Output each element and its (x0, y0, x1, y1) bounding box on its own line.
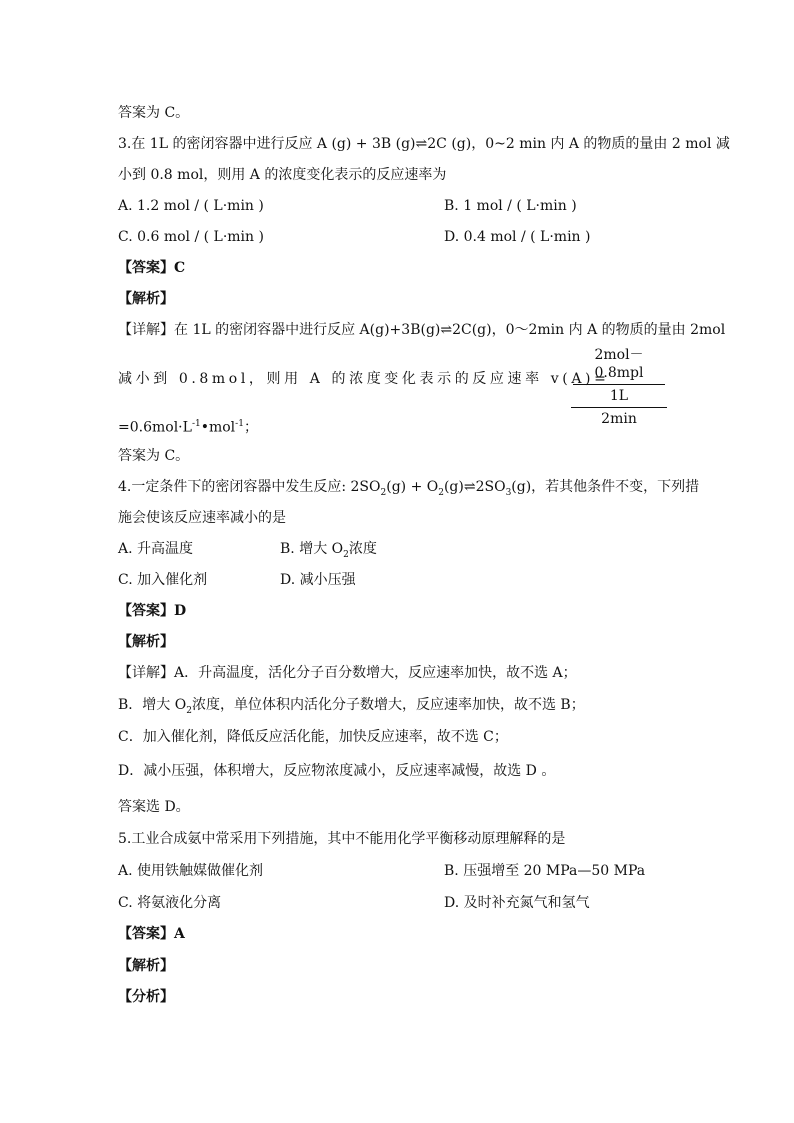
q4-conclusion: 答案选 D。 (118, 799, 190, 815)
q3-result-exp2: -1 (235, 419, 244, 429)
q4-detail-b-post: 浓度，单位体积内活化分子数增大，反应速率加快，故不选 B； (191, 697, 585, 713)
q4-option-b-post: 浓度 (348, 541, 377, 557)
q4-answer: 【答案】D (118, 603, 187, 619)
q3-conclusion: 答案为 C。 (118, 448, 190, 464)
q4-stem-mid1: (g) + O (386, 479, 439, 495)
q3-fraction-main-bar (571, 407, 667, 408)
q5-stem: 5.工业合成氨中常采用下列措施，其中不能用化学平衡移动原理解释的是 (118, 831, 566, 847)
q3-option-c: C. 0.6 mol / ( L·min ) (118, 229, 264, 245)
q3-fraction (571, 346, 667, 428)
q4-option-b (280, 539, 377, 565)
q3-fraction-inner-bar (573, 384, 665, 385)
q4-detail-a: 【详解】A．升高温度，活化分子百分数增大，反应速率加快，故不选 A； (118, 665, 577, 681)
q3-detail-line1: 【详解】在 1L 的密闭容器中进行反应 A(g)+3B(g)⇌2C(g)，0～2min 内 A 的物质的量由 2mol (118, 322, 726, 338)
q2-answer-line: 答案为 C。 (118, 105, 190, 121)
q4-analysis-heading: 【解析】 (118, 634, 174, 650)
q5-option-a: A. 使用铁触媒做催化剂 (118, 863, 264, 879)
q5-analysis-heading: 【解析】 (118, 958, 174, 974)
q4-stem-post: (g)，若其他条件不变，下列措 (511, 479, 700, 495)
q5-fenxi-heading: 【分析】 (118, 989, 174, 1005)
q4-detail-b (118, 695, 585, 721)
q4-stem-mid2: (g)⇌2SO (443, 479, 506, 495)
q4-detail-b-sub: 2 (186, 705, 192, 716)
q3-result-mid: •mol (200, 419, 236, 436)
q3-stem-line2: 小到 0.8 mol，则用 A 的浓度变化表示的反应速率为 (118, 167, 447, 183)
q3-result-end: ； (243, 419, 258, 436)
q3-fraction-top-denominator: 1L (609, 388, 629, 404)
q5-option-d: D. 及时补充氮气和氢气 (444, 895, 590, 911)
q4-option-c: C. 加入催化剂 (118, 572, 208, 588)
q3-option-a: A. 1.2 mol / ( L·min ) (118, 198, 264, 214)
q3-answer: 【答案】C (118, 260, 186, 276)
q3-analysis-heading: 【解析】 (118, 291, 174, 307)
q3-detail-line2: 减小到 0.8mol，则用 A 的浓度变化表示的反应速率 v(A)= (118, 371, 610, 387)
q4-option-b-pre: B. 增大 O (280, 541, 344, 557)
q4-stem-sub1: 2 (380, 487, 387, 498)
q3-stem-line1: 3.在 1L 的密闭容器中进行反应 A (g) + 3B (g)⇌2C (g)，0~2 min 内 A 的物质的量由 2 mol 减 (118, 136, 730, 152)
q5-option-c: C. 将氨液化分离 (118, 895, 222, 911)
q4-detail-c: C．加入催化剂，降低反应活化能，加快反应速率，故不选 C； (118, 729, 508, 745)
q4-stem-pre: 4.一定条件下的密闭容器中发生反应: 2SO (118, 479, 381, 495)
q4-detail-b-pre: B．增大 O (118, 697, 187, 713)
q4-stem-line1 (118, 477, 699, 503)
q4-stem-line2: 施会使该反应速率减小的是 (118, 510, 286, 526)
q3-option-b: B. 1 mol / ( L·min ) (444, 198, 577, 214)
q4-stem-sub2: 2 (438, 487, 444, 498)
q4-option-a: A. 升高温度 (118, 541, 194, 557)
q3-option-d: D. 0.4 mol / ( L·min ) (444, 229, 591, 245)
q5-option-b: B. 压强增至 20 MPa—50 MPa (444, 863, 646, 879)
q3-result-base: =0.6mol·L (118, 419, 192, 436)
q4-option-d: D. 减小压强 (280, 572, 356, 588)
q4-stem-sub3: 3 (505, 487, 512, 498)
q4-detail-d: D．减小压强，体积增大，反应物浓度减小，反应速率减慢，故选 D 。 (118, 763, 556, 779)
q4-option-b-sub: 2 (343, 549, 349, 560)
q5-answer: 【答案】A (118, 926, 185, 942)
q3-result-exp1: -1 (191, 419, 201, 429)
q3-fraction-top-numerator: 2mol－0.8mpl (594, 347, 644, 381)
q3-fraction-bottom: 2min (601, 411, 637, 427)
q3-result (118, 414, 258, 438)
